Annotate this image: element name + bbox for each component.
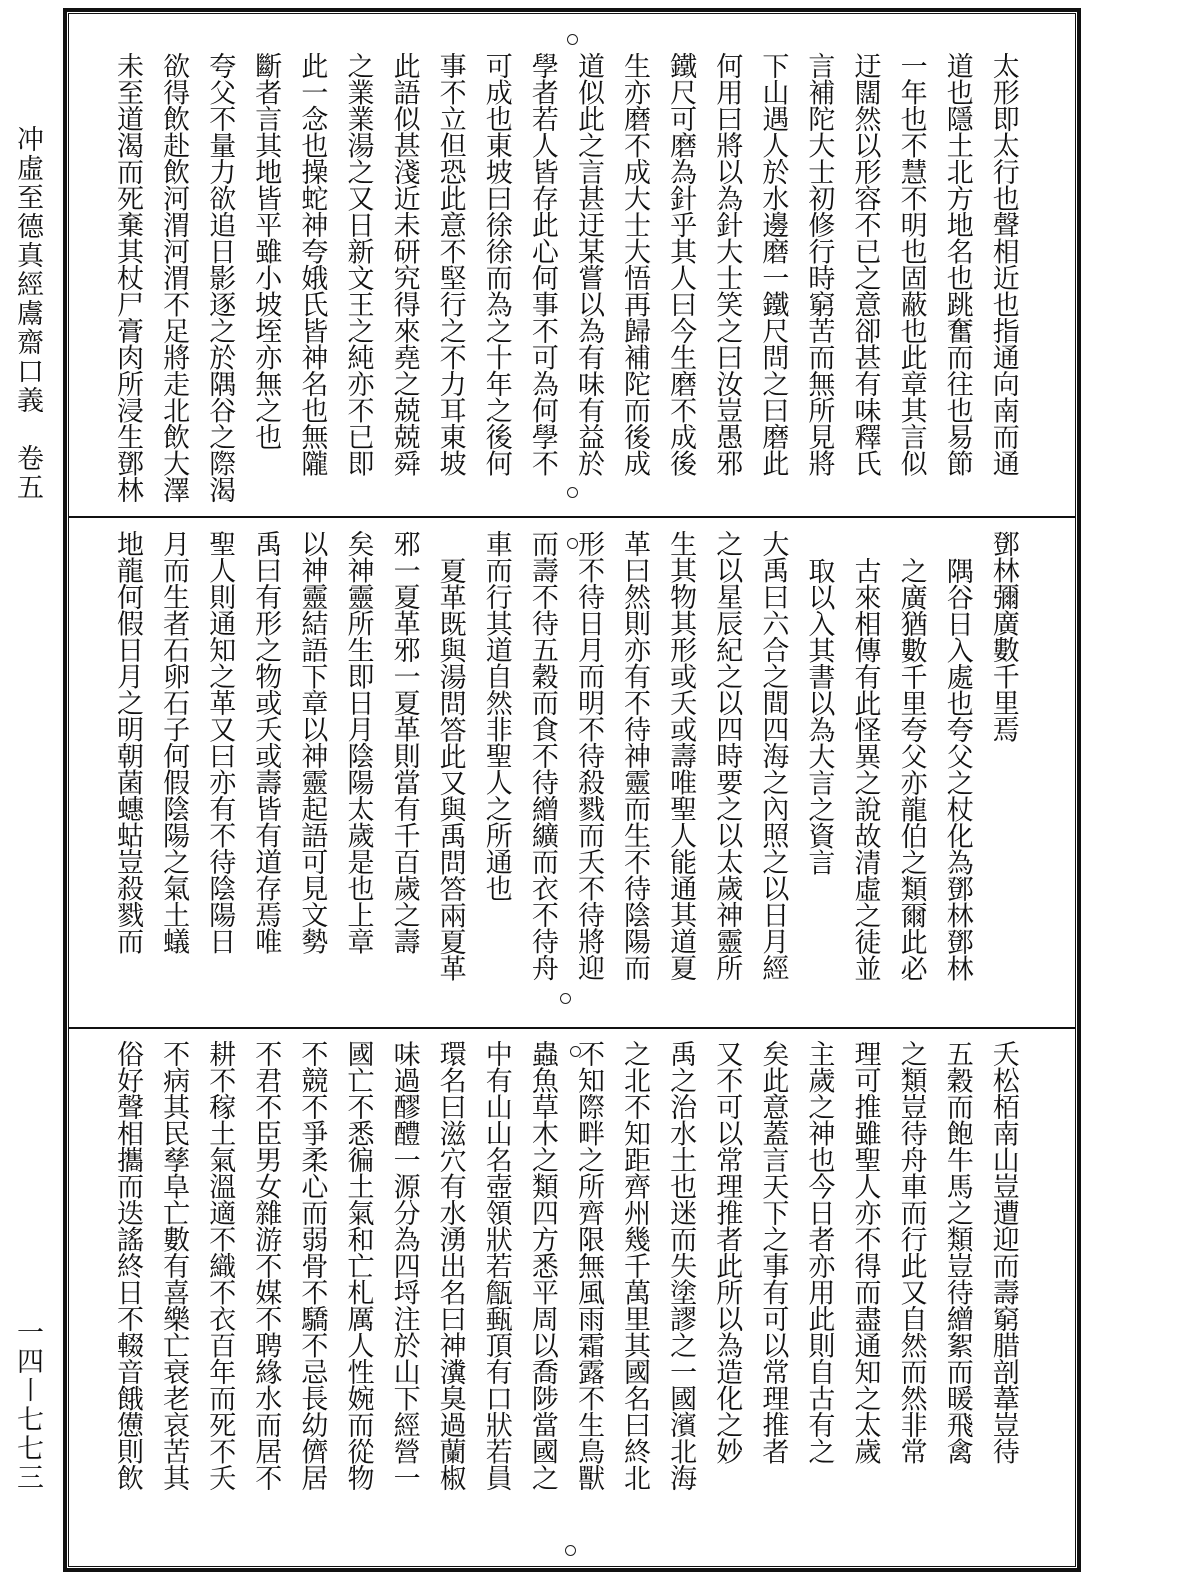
text-column: 又不可以常理推者此所以為造化之妙 [711, 1040, 743, 1464]
text-column: 而壽不待五穀而食不待繒纊而衣不待舟 [526, 530, 558, 981]
text-band-1 [110, 52, 1020, 512]
text-column: 鐵尺可磨為針乎其人曰今生磨不成後 [665, 52, 697, 476]
text-column: 矣此意蓋言天下之事有可以常理推者 [757, 1040, 789, 1464]
paragraph-mark [570, 1046, 581, 1057]
paragraph-mark [567, 34, 578, 45]
paragraph-mark [567, 538, 578, 549]
text-band-3 [110, 1040, 1020, 1560]
text-column: 取以入其書以為大言之資言 [803, 557, 835, 875]
text-column: 革曰然則亦有不待神靈而生不待陰陽而 [619, 530, 651, 981]
text-column: 夸父不量力欲追日影逐之於隅谷之際渴 [204, 52, 236, 503]
text-column: 不競不爭柔心而弱骨不驕不忌長幼儕居 [296, 1040, 328, 1491]
text-column: 斷者言其地皆平雖小坡垤亦無之也 [250, 52, 282, 450]
text-column: 味過醪醴一源分為四埒注於山下經營一 [388, 1040, 420, 1491]
text-column: 可成也東坡曰徐徐而為之十年之後何 [480, 52, 512, 476]
paragraph-mark [560, 993, 571, 1004]
text-column: 五穀而飽牛馬之類豈待繒絮而暖飛禽 [941, 1040, 973, 1464]
text-column: 之業業湯之又日新文王之純亦不已即 [342, 52, 374, 476]
text-column: 鄧林彌廣數千里焉 [987, 530, 1019, 742]
text-column: 隅谷日入處也夸父之杖化為鄧林鄧林 [941, 557, 973, 981]
text-column: 生亦磨不成大士大悟再歸補陀而後成 [619, 52, 651, 476]
paragraph-mark [567, 487, 578, 498]
text-column: 道也隱土北方地名也跳奮而往也易節 [941, 52, 973, 476]
text-column: 生其物其形或夭或壽唯聖人能通其道夏 [665, 530, 697, 981]
text-column: 地龍何假日月之明朝菌蟪蛄豈殺戮而 [112, 530, 143, 954]
text-column: 國亡不悉徧土氣和亡札厲人性婉而從物 [342, 1040, 374, 1491]
text-column: 以神靈結語下章以神靈起語可見文勢 [296, 530, 328, 954]
text-column: 禹曰有形之物或夭或壽皆有道存焉唯 [250, 530, 282, 954]
text-column: 不君不臣男女雜游不媒不聘緣水而居不 [250, 1040, 282, 1491]
text-column: 不病其民孳阜亡數有喜樂亡衰老哀苦其 [158, 1040, 190, 1491]
text-column: 月而生者石卵石子何假陰陽之氣土蟻 [158, 530, 190, 954]
text-column: 聖人則通知之革又曰亦有不待陰陽日 [204, 530, 236, 954]
text-column: 言補陀大士初修行時窮苦而無所見將 [803, 52, 835, 476]
text-column: 形不待日月而明不待殺戮而夭不待將迎 [572, 530, 604, 981]
text-column: 環名曰滋穴有水湧出名曰神瀵臭過蘭椒 [434, 1040, 466, 1491]
text-column: 蟲魚草木之類四方悉平周以喬陟當國之 [526, 1040, 558, 1491]
text-column: 欲得飲赴飲河渭河渭不足將走北飲大澤 [158, 52, 190, 503]
text-column: 車而行其道自然非聖人之所通也 [480, 530, 512, 901]
text-column: 道似此之言甚迂某嘗以為有味有益於 [572, 52, 604, 476]
text-column: 俗好聲相攜而迭謠終日不輟音餓憊則飲 [112, 1040, 143, 1491]
text-column: 禹之治水土也迷而失塗謬之一國濱北海 [665, 1040, 697, 1491]
section-divider [68, 1027, 1076, 1029]
text-column: 邪一夏革邪一夏革則當有千百歲之壽 [388, 530, 420, 954]
text-column: 中有山山名壺領狀若甔甀頂有口狀若員 [480, 1040, 512, 1491]
text-column: 之廣猶數千里夸父亦龍伯之類爾此必 [895, 557, 927, 981]
text-column: 何用曰將以為針大士笑之曰汝豈愚邪 [711, 52, 743, 476]
margin-page-number: 一四〡七七三 [12, 1318, 43, 1492]
text-column: 之北不知距齊州幾千萬里其國名曰終北 [619, 1040, 651, 1491]
text-column: 不知際畔之所齊限無風雨霜露不生鳥獸 [572, 1040, 604, 1491]
text-column: 此語似甚淺近未研究得來堯之兢兢舜 [388, 52, 420, 476]
text-column: 未至道渴而死棄其杖尸膏肉所浸生鄧林 [112, 52, 143, 503]
text-column: 大禹曰六合之間四海之內照之以日月經 [757, 530, 789, 981]
text-column: 之以星辰紀之以四時要之以太歲神靈所 [711, 530, 743, 981]
text-column: 之類豈待舟車而行此又自然而然非常 [895, 1040, 927, 1464]
text-column: 下山遇人於水邊磨一鐵尺問之曰磨此 [757, 52, 789, 476]
text-column: 此一念也操蛇神夸娥氏皆神名也無隴 [296, 52, 328, 476]
text-column: 夭松栢南山豈遭迎而壽窮腊剖葦豈待 [987, 1040, 1019, 1464]
text-band-2 [110, 530, 1020, 1020]
paragraph-mark [565, 1545, 576, 1556]
text-column: 矣神靈所生即日月陰陽太歲是也上章 [342, 530, 374, 954]
text-column: 夏革既與湯問答此又與禹問答兩夏革 [434, 557, 466, 981]
text-column: 事不立但恐此意不堅行之不力耳東坡 [434, 52, 466, 476]
margin-title: 冲虛至德真經鬳齋口義 卷五 [12, 125, 43, 502]
text-column: 主歲之神也今日者亦用此則自古有之 [803, 1040, 835, 1464]
text-column: 學者若人皆存此心何事不可為何學不 [526, 52, 558, 476]
text-column: 理可推雖聖人亦不得而盡通知之太歲 [849, 1040, 881, 1464]
text-column: 一年也不慧不明也固蔽也此章其言似 [895, 52, 927, 476]
section-divider [68, 516, 1076, 518]
text-column: 耕不稼土氣溫適不織不衣百年而死不夭 [204, 1040, 236, 1491]
text-column: 太形即太行也聲相近也指通向南而通 [987, 52, 1019, 476]
text-column: 古來相傳有此怪異之說故清虛之徒並 [849, 557, 881, 981]
text-column: 迂闊然以形容不已之意卻甚有味釋氏 [849, 52, 881, 476]
